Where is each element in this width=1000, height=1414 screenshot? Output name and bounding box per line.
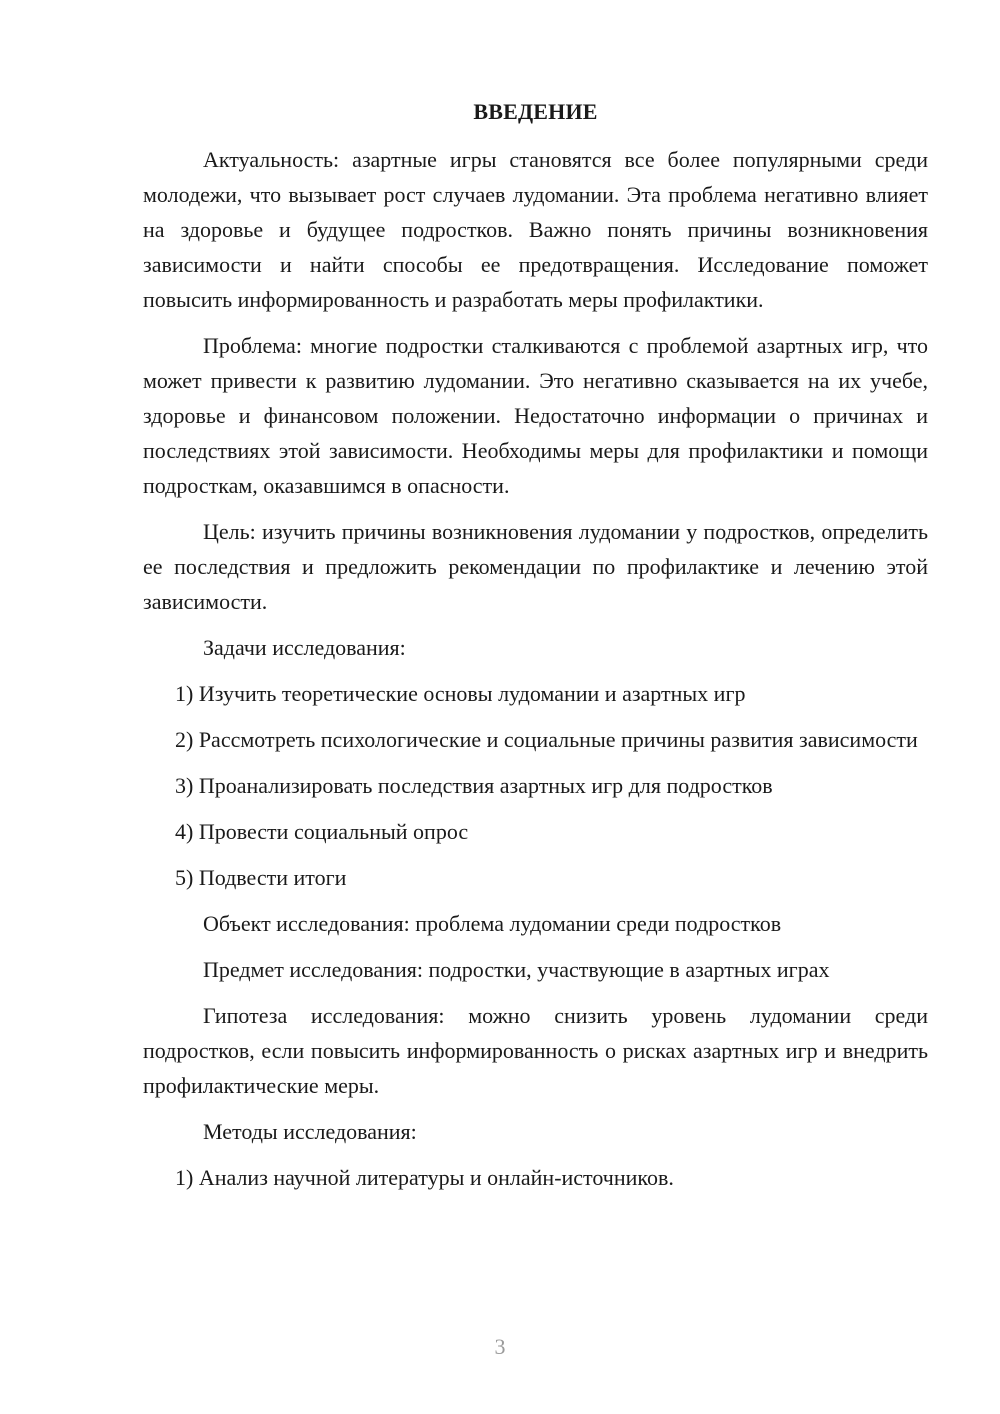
subject-paragraph: Предмет исследования: подростки, участвующие в азартных играх — [203, 957, 830, 982]
task-item: 2) Рассмотреть психологические и социальные причины развития зависимости — [175, 727, 918, 752]
page-number: 3 — [494, 1334, 506, 1359]
task-item: 3) Проанализировать последствия азартных игр для подростков — [175, 773, 773, 798]
object-paragraph: Объект исследования: проблема лудомании среди подростков — [203, 911, 782, 936]
tasks-heading: Задачи исследования: — [203, 635, 406, 660]
section-heading: ВВЕДЕНИЕ — [473, 99, 598, 124]
problem-paragraph: Проблема: многие подростки сталкиваются с проблемой азартных игр, что может привести к развитию лудомании. Это негативно сказывается на их учебе, здоровье и финансовом положении. Недостаточно информации о причинах и последствиях этой зависимости. Необходимы меры для профилактики и помощи подросткам, оказавшимся в опасности. — [143, 333, 928, 498]
task-item: 4) Провести социальный опрос — [175, 819, 469, 844]
goal-paragraph: Цель: изучить причины возникновения лудомании у подростков, определить ее последствия и предложить рекомендации по профилактике и лечению этой зависимости. — [143, 519, 928, 614]
methods-heading: Методы исследования: — [203, 1119, 417, 1144]
task-item: 5) Подвести итоги — [175, 865, 347, 890]
task-item: 1) Изучить теоретические основы лудомании и азартных игр — [175, 681, 746, 706]
method-item: 1) Анализ научной литературы и онлайн-источников. — [175, 1165, 674, 1190]
relevance-paragraph: Актуальность: азартные игры становятся все более популярными среди молодежи, что вызывает рост случаев лудомании. Эта проблема негативно влияет на здоровье и будущее подростков. Важно понять причины возникновения зависимости и найти способы ее предотвращения. Исследование поможет повысить информированность и разработать меры профилактики. — [143, 147, 928, 312]
hypothesis-paragraph: Гипотеза исследования: можно снизить уровень лудомании среди подростков, если повысить информированность о рисках азартных игр и внедрить профилактические меры. — [143, 1003, 928, 1098]
document-page — [143, 94, 928, 1195]
